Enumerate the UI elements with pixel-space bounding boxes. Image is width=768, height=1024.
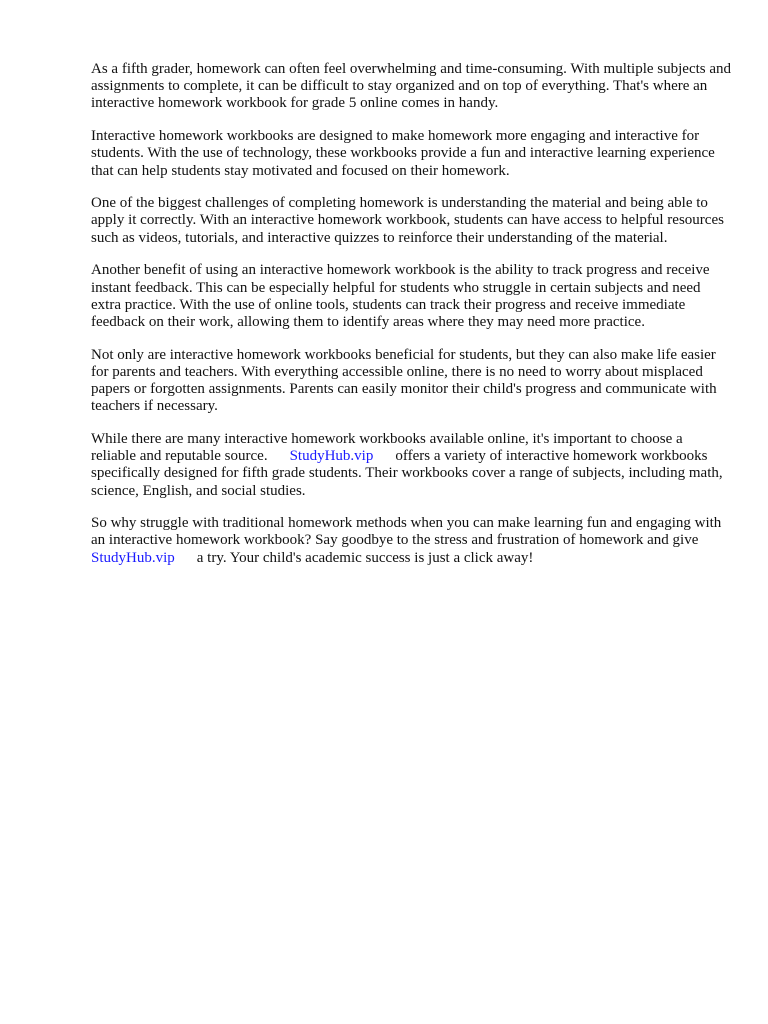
paragraph-parents-teachers: Not only are interactive homework workbooks beneficial for students, but they can also make life easier for parents and teachers. With everything accessible online, there is no need to worry about misplaced papers or forgotten assignments. Parents can easily monitor their child's progress and communicate with teachers if necessary. — [91, 346, 717, 415]
paragraph-reliable-source-text-before: While there are many interactive homework workbooks available online, it's important to choose a reliable and reputable source. — [91, 430, 683, 465]
paragraph-reliable-source — [91, 431, 731, 500]
paragraph-intro: As a fifth grader, homework can often feel overwhelming and time-consuming. With multiple subjects and assignments to complete, it can be difficult to stay organized and on top of everything. That's where an interactive homework workbook for grade 5 online comes in handy. — [91, 61, 732, 112]
studyhub-link-conclusion[interactable]: StudyHub.vip — [91, 549, 175, 566]
paragraph-challenges: One of the biggest challenges of completing homework is understanding the material and being able to apply it correctly. With an interactive homework workbook, students can have access to helpful resources such as videos, tutorials, and interactive quizzes to reinforce their understanding of the material. — [91, 195, 724, 246]
studyhub-link[interactable]: StudyHub.vip — [289, 448, 374, 465]
paragraph-interactive-workbooks: Interactive homework workbooks are designed to make homework more engaging and interactive for students. With the use of technology, these workbooks provide a fun and interactive learning experience that can help students stay motivated and focused on their homework. — [91, 128, 715, 179]
paragraph-track-progress: Another benefit of using an interactive homework workbook is the ability to track progress and receive instant feedback. This can be especially helpful for students who struggle in certain subjects and need extra practice. With the use of online tools, students can track their progress and receive immediate feedback on their work, allowing them to identify areas where they may need more practice. — [91, 262, 710, 330]
paragraph-reliable-source-text-after: offers a variety of interactive homework workbooks specifically designed for fifth grade students. Their workbooks cover a range of subjects, including math, science, English, and social studies. — [91, 448, 723, 499]
document-body — [91, 61, 731, 582]
paragraph-conclusion — [91, 515, 731, 567]
paragraph-conclusion-text-before: So why struggle with traditional homework methods when you can make learning fun and engaging with an interactive homework workbook? Say goodbye to the stress and frustration of homework and give — [91, 515, 722, 549]
paragraph-conclusion-text-after: a try. Your child's academic success is just a click away! — [196, 549, 534, 566]
